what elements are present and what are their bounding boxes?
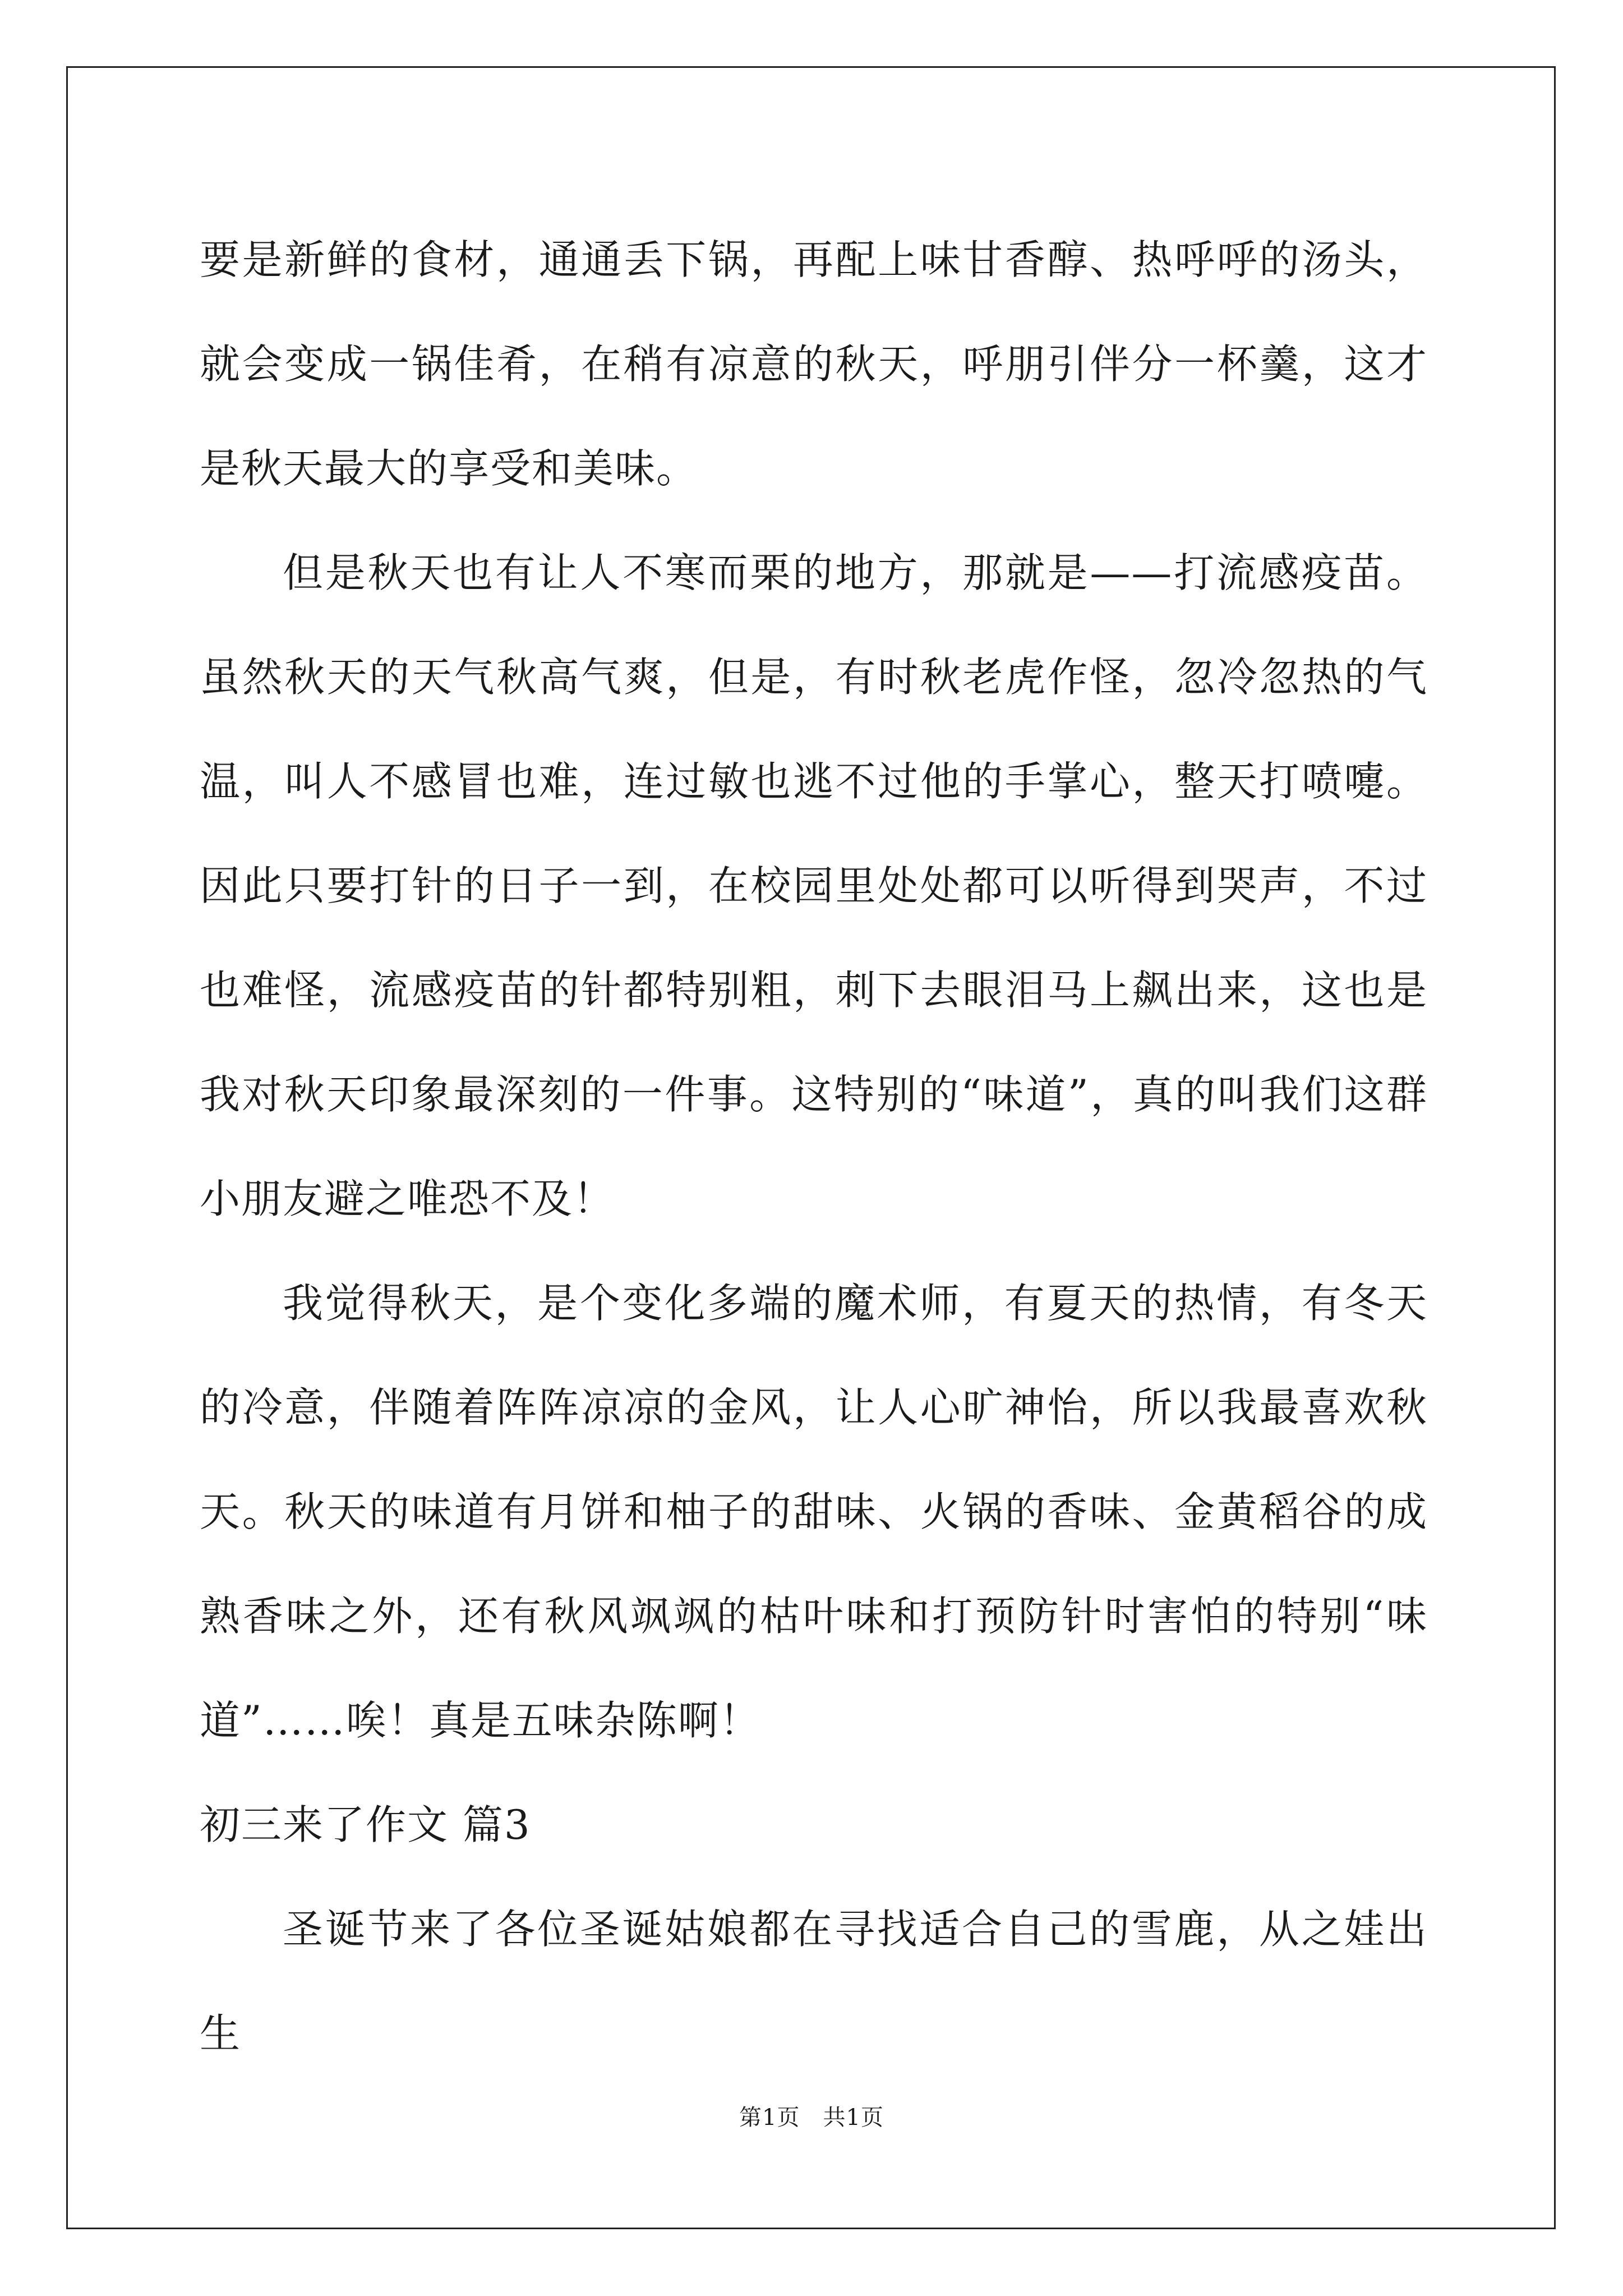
page-footer: 第1页 共1页 [739, 2105, 884, 2131]
paragraph-4: 圣诞节来了各位圣诞姑娘都在寻找适合自己的雪鹿，从之娃出生 [200, 1906, 1428, 2057]
paragraph-3: 我觉得秋天，是个变化多端的魔术师，有夏天的热情，有冬天的冷意，伴随着阵阵凉凉的金风，让人心旷神怡，所以我最喜欢秋天。秋天的味道有月饼和柚子的甜味、火锅的香味、金黄稻谷的成熟香味之外，还有秋风飒飒的枯叶味和打预防针时害怕的特别“味道”……唉！真是五味杂陈啊！ [200, 1280, 1428, 1744]
document-body [200, 208, 1428, 2086]
paragraph-1: 要是新鲜的食材，通通丢下锅，再配上味甘香醇、热呼呼的汤头，就会变成一锅佳肴，在稍有凉意的秋天，呼朋引伴分一杯羹，这才是秋天最大的享受和美味。 [200, 236, 1428, 492]
paragraph-2: 但是秋天也有让人不寒而栗的地方，那就是——打流感疫苗。虽然秋天的天气秋高气爽，但是，有时秋老虎作怪，忽冷忽热的气温，叫人不感冒也难，连过敏也逃不过他的手掌心，整天打喷嚏。因此只要打针的日子一到，在校园里处处都可以听得到哭声，不过也难怪，流感疫苗的针都特别粗，刺下去眼泪马上飙出来，这也是我对秋天印象最深刻的一件事。这特别的“味道”，真的叫我们这群小朋友避之唯恐不及！ [200, 549, 1428, 1222]
section-heading: 初三来了作文 篇3 [200, 1801, 531, 1848]
